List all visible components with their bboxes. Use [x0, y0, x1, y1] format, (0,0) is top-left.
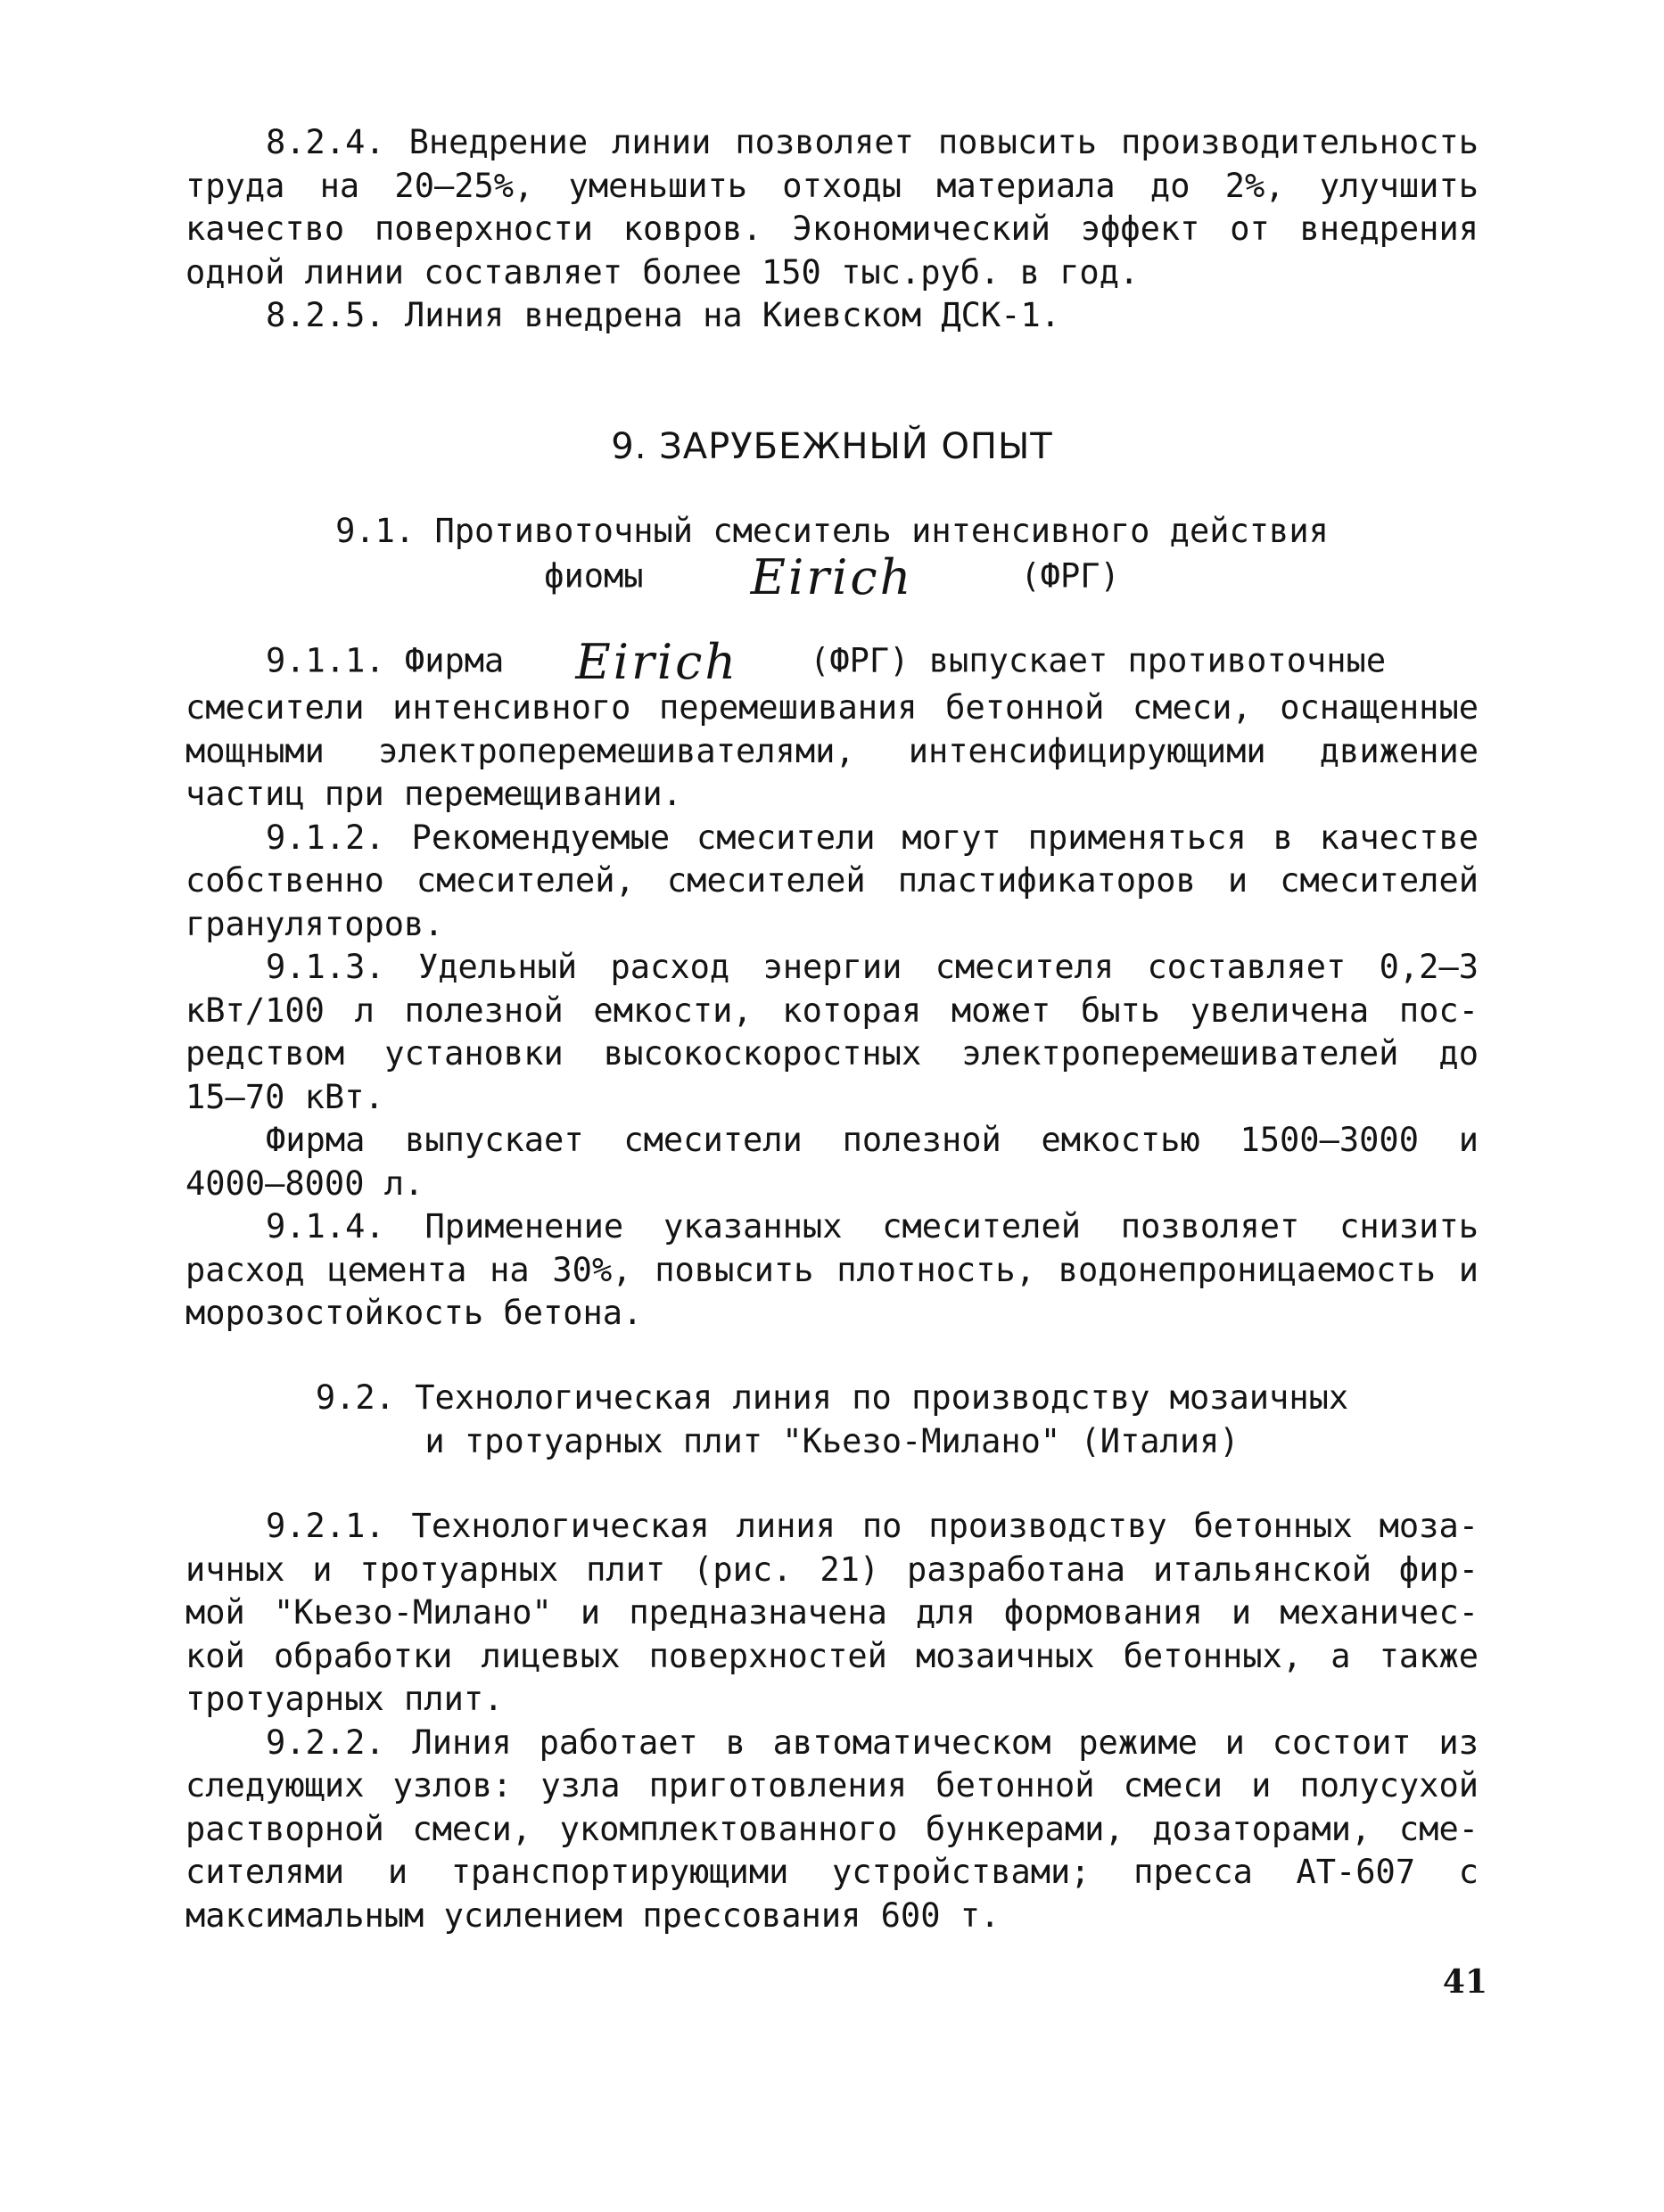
text-line: 9.1.3. Удельный расход энергии смесителя составляет 0,2–3	[266, 948, 1479, 986]
heading-line: и тротуарных плит "Кьезо-Милано" (Италия)	[424, 1421, 1240, 1460]
text-line: труда на 20–25%, уменьшить отходы материала до 2%, улучшить	[185, 166, 1479, 205]
text-line: собственно смесителей, смесителей пластификаторов и смесителей	[185, 861, 1479, 900]
text-line: максимальным усилением прессования 600 т.	[185, 1895, 1001, 1935]
heading-line	[185, 548, 1479, 605]
text-line: сителями и транспортирующими устройствами; пресса АТ-607 с	[185, 1853, 1479, 1891]
subsection-heading-9-2	[185, 1377, 1479, 1463]
text-line: смесители интенсивного перемешивания бетонной смеси, оснащенные	[185, 688, 1479, 727]
section-heading-9: 9. ЗАРУБЕЖНЫЙ ОПЫТ	[611, 426, 1053, 467]
paragraph-9-1-1	[185, 634, 1479, 1336]
heading-line: 9.2. Технологическая линия по производству мозаичных	[315, 1378, 1349, 1417]
text-line: мощными электроперемешивателями, интенсифицирующими движение	[185, 731, 1479, 770]
text-line: 9.2.2. Линия работает в автоматическом режиме и состоит из	[266, 1723, 1479, 1762]
paragraph-8-2-4	[185, 121, 1479, 338]
text-line: 8.2.4. Внедрение линии позволяет повысить производительность	[266, 123, 1479, 161]
text-line: морозостойкость бетона.	[185, 1294, 643, 1332]
text-line: 4000–8000 л.	[185, 1164, 424, 1203]
page-number: 41	[1442, 1963, 1487, 2001]
text-line: одной линии составляет более 150 тыс.руб. в год.	[185, 252, 1140, 292]
handwritten-brand: Eirich	[575, 634, 739, 690]
text-line	[185, 634, 1479, 690]
text-line: редством установки высокоскоростных электроперемешивателей до	[185, 1034, 1479, 1073]
text-line: 9.1.2. Рекомендуемые смесители могут применяться в качестве	[266, 818, 1479, 857]
text-line: частиц при перемещивании.	[185, 775, 682, 813]
text-line: расход цемента на 30%, повысить плотность, водонепроницаемость и	[185, 1250, 1479, 1289]
text-line: растворной смеси, укомплектованного бункерами, дозаторами, сме-	[185, 1809, 1479, 1848]
heading-line: 9.1. Противоточный смеситель интенсивного действия	[335, 512, 1329, 550]
handwritten-brand: Eirich	[750, 548, 914, 605]
text-line: ичных и тротуарных плит (рис. 21) разработана итальянской фир-	[185, 1550, 1479, 1589]
subsection-heading-9-1	[185, 510, 1479, 605]
text-line: Фирма выпускает смесители полезной емкостью 1500–3000 и	[266, 1121, 1479, 1159]
paragraph-prefix: 9.1.1. Фирма	[266, 641, 505, 680]
text-line: качество поверхности ковров. Экономический эффект от внедрения	[185, 210, 1479, 248]
text-line: грануляторов.	[185, 904, 444, 943]
text-line: кой обработки лицевых поверхностей мозаичных бетонных, а также	[185, 1636, 1479, 1675]
text-line: следующих узлов: узла приготовления бетонной смеси и полусухой	[185, 1766, 1479, 1805]
text-line: 9.1.4. Применение указанных смесителей позволяет снизить	[266, 1207, 1479, 1246]
text-line: тротуарных плит.	[185, 1680, 504, 1718]
text-line: кВт/100 л полезной емкости, которая может быть увеличена пос-	[185, 991, 1479, 1030]
text-line: 15–70 кВт.	[185, 1077, 384, 1116]
text-line: мой "Кьезо-Милано" и предназначена для формования и механичес-	[185, 1593, 1479, 1632]
heading-prefix: фиомы	[544, 556, 644, 595]
text-line: 9.2.1. Технологическая линия по производству бетонных моза-	[266, 1507, 1479, 1545]
paragraph-rest: (ФРГ) выпускает противоточные	[810, 641, 1387, 680]
heading-suffix: (ФРГ)	[1020, 556, 1120, 595]
paragraph-9-2-1	[185, 1505, 1479, 1937]
paragraph-8-2-5: 8.2.5. Линия внедрена на Киевском ДСК-1.	[266, 296, 1061, 334]
paragraph-9-2-2	[185, 1722, 1479, 1938]
